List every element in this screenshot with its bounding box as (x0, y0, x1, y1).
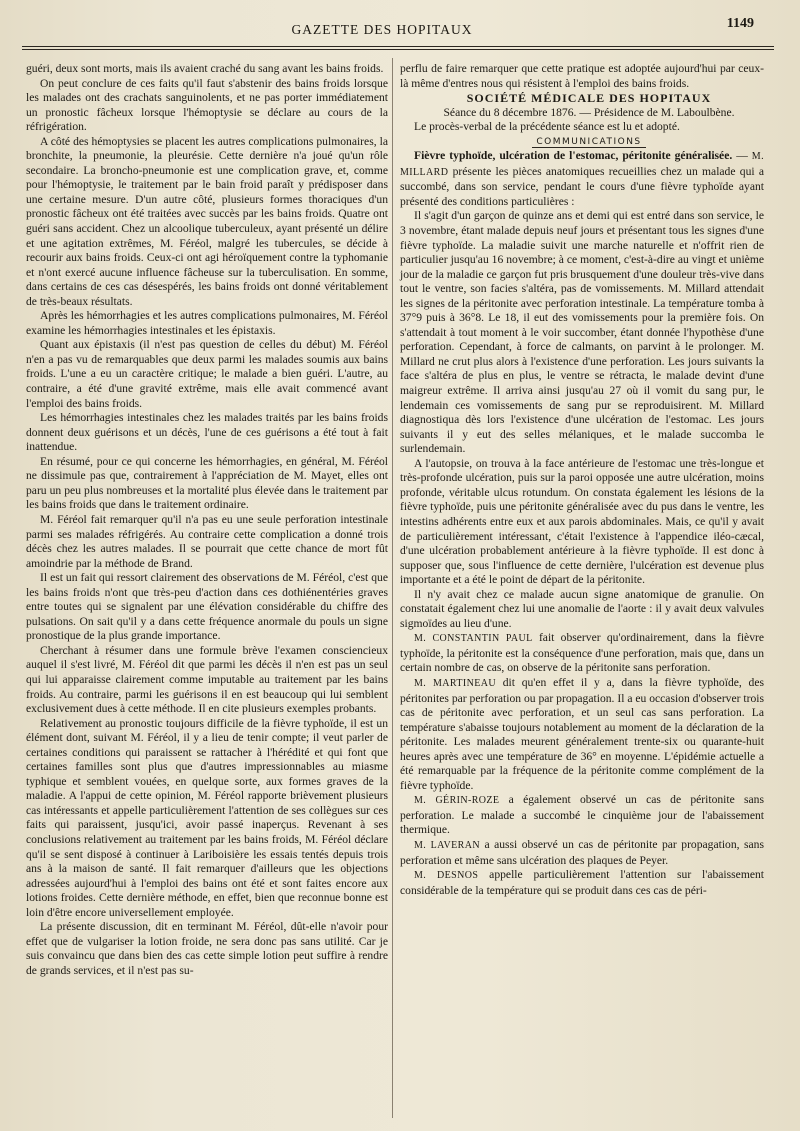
section-heading (400, 135, 764, 150)
lead-text: présente les pièces anatomiques recueillies chez un malade qui a succombé, dans son service, pendant le cours d'une fièvre typhoïde ayant présenté des conditions particulières : (400, 164, 764, 208)
discussion-paragraph (400, 868, 764, 898)
paragraph: A l'autopsie, on trouva à la face antérieure de l'estomac une très-longue et très-profonde ulcération, puis sur la paroi opposée une autre ulcération, moins profonde, véritable ulcus rotundum. On constata également les lésions de la fièvre typhoïde, puis une péritonite généralisée avec du pus dans le ventre, les intestins adhérents entre eux et aux parois abdominales. Mais, ce qu'il y avait de particulièrement intéressant, c'était l'existence à l'appendice iléo-cæcal, d'une ulcération probablement antérieure à la fièvre typhoïde. Il est donc à supposer que, sous l'influence de cette dernière, l'ulcération est devenue plus importante et a été le point de départ de la péritonite. (400, 456, 764, 587)
journal-title: GAZETTE DES HOPITAUX (291, 22, 473, 37)
society-title: SOCIÉTÉ MÉDICALE DES HOPITAUX (466, 91, 712, 106)
discussion-text: a aussi observé un cas de péritonite par propagation, sans perforation et même sans ulcération des plaques de Peyer. (400, 837, 764, 867)
speaker-name: M. MILLARD (400, 151, 764, 178)
discussion-paragraph (400, 838, 764, 868)
right-column (400, 62, 764, 898)
speaker-name: M. CONSTANTIN PAUL (414, 633, 533, 645)
paragraph: M. Féréol fait remarquer qu'il n'a pas eu une seule perforation intestinale parmi ses malades réfrigérés. Au contraire cette complication a donné trois décès chez les autres malades. Il se pourrait que cette chance de mort fût amoindrie par la méthode de Brand. (26, 512, 388, 570)
proces-verbal: Le procès-verbal de la précédente séance est lu et adopté. (414, 120, 680, 134)
left-column (26, 62, 388, 978)
speaker-name: M. GÉRIN-ROZE (414, 795, 500, 807)
speaker-name: M. MARTINEAU (414, 677, 496, 689)
discussion-text: dit qu'en effet il y a, dans la fièvre typhoïde, des péritonites par perforation ou par propagation. Il a eu occasion d'observer trois cas de péritonite avec perforation, et un seul cas sans perforation. La température s'abaisse toujours notablement au moment de la déclaration de la péritonite. Les malades meurent généralement trente-six ou quarante-huit heures après avec une température de 36° en moyenne. L'épidémie actuelle a été remarquable par la fréquence de la péritonite comme complément de la fièvre typhoïde. (400, 675, 764, 792)
page-number: 1149 (726, 16, 754, 31)
paragraph: guéri, deux sont morts, mais ils avaient craché du sang avant les bains froids. (26, 62, 384, 75)
paragraph: A côté des hémoptysies se placent les autres complications pulmonaires, la bronchite, la pneumonie, la pleurésie. Cette dernière n'a joué qu'un rôle secondaire. La broncho-pneumonie est une complication grave, et, comme pour l'hémoptysie, le traitement par le bain froid paraît y prédisposer dans une certaine mesure. D'un autre côté, plusieurs formes thoraciques d'un pronostic fâcheux ont été traitées avec succès par les bains froids. Quatre ont guéri sans accident. Chez un alcoolique tuberculeux, ayant présenté un délire et une agitation extrêmes, M. Féréol, malgré les tubercules, se décide à recourir aux bains froids. Ceux-ci ont agi héroïquement contre la typhomanie et n'ont exercé aucune influence fâcheuse sur la tuberculisation. En somme, dans certains de ces cas désespérés, les bains froids ont donné véritablement de très-beaux résultats. (26, 134, 388, 308)
section-title: COMMUNICATIONS (532, 137, 645, 148)
paragraph: Les hémorrhagies intestinales chez les malades traités par les bains froids donnent deux guérisons et un décès, l'une de ces guérisons a été tout à fait inattendue. (26, 411, 388, 454)
paragraph: Cherchant à résumer dans une formule brève l'examen consciencieux auquel il s'est livré, M. Féréol dit que parmi les décès il n'en est pas un seul qui lui apparaisse clairement comme imputable au traitement par les bains froids. Au contraire, parmi les guérisons il en est beaucoup qui lui semblent exclusivement dues à cette méthode. Il en cite plusieurs exemples probants. (26, 643, 388, 716)
column-divider (392, 58, 393, 1118)
paragraph: Il s'agit d'un garçon de quinze ans et demi qui est entré dans son service, le 3 novembre, étant malade depuis neuf jours et présentant tous les signes d'une fièvre typhoïde. La maladie suivit une marche naturelle et n'offrit rien de particulier jusqu'au 16 novembre; à ce moment, c'est-à-dire au vingt et unième jour de la maladie ce garçon fut pris brusquement d'une douleur très-vive dans tout le ventre, son facies s'altéra, pas de vomissements. M. Millard attendait les signes de la péritonite avec perforation intestinale. La température tomba à 37°9 puis à 36°8. Le 18, il eut des vomissements pour la première fois. On s'attendait à tout moment à le voir succomber, étant donnée l'hypothèse d'une perforation. Cependant, à force de calmants, on parvint à le prolonger. M. Millard ne crut plus alors à l'existence d'une perforation. Les jours suivants la face s'altéra de plus en plus, le ventre se rétracta, le malade devint d'une maigreur extrême. Il arriva ainsi jusqu'au 27 où il vomit du sang pur, le lendemain ces vomissements de sang pur se reproduisirent. M. Millard diagnostiqua dès lors l'existence d'une ulcération de l'estomac. Les jours suivants il y eut des selles mélaniques, et le malade succomba le surlendemain. (400, 209, 764, 456)
paragraph: Après les hémorrhagies et les autres complications pulmonaires, M. Féréol examine les hémorrhagies intestinales et les épistaxis. (26, 309, 388, 337)
paragraph: Quant aux épistaxis (il n'est pas question de celles du début) M. Féréol n'en a pas vu de remarquables que deux parmi les malades soumis aux bains froids. L'une a eu un caractère critique; le malade a bien guéri. L'autre, au contraire, a été d'une gravité extrême, mais elle avait commencé avant l'emploi des bains froids. (26, 338, 388, 410)
discussion-paragraph (400, 676, 764, 793)
discussion-text: a également observé un cas de péritonite sans perforation. Le malade a succombé le cinquième jour de l'abaissement thermique. (400, 793, 764, 837)
seance-line: Séance du 8 décembre 1876. — Présidence de M. Laboulbène. (443, 105, 735, 119)
running-head (22, 14, 754, 44)
paragraph: La présente discussion, dit en terminant M. Féréol, dût-elle n'avoir pour effet que de vulgariser la lotion froide, ne sera donc pas sans utilité. Car je suis convaincu que dans bien des cas cette simple lotion peut suffire à rendre de grands services, et il n'est pas su- (26, 920, 388, 977)
discussion-text: appelle particulièrement l'attention sur l'abaissement considérable de la température qui se produit dans ces cas de péri- (400, 868, 765, 897)
paragraph: On peut conclure de ces faits qu'il faut s'abstenir des bains froids lorsque les malades ont des crachats sanguinolents, et ne pas porter immédiatement un pronostic fâcheux lorsque l'hémoptysie se déclare au cours de la réfrigération. (26, 76, 388, 134)
paragraph: En résumé, pour ce qui concerne les hémorrhagies, en général, M. Féréol ne dissimule pas que, contrairement à l'appréciation de M. Mayet, elles ont paru un peu plus nombreuses et la mortalité plus élevée dans le traitement par les bains froids que dans le traitement ordinaire. (26, 454, 388, 512)
lead-paragraph: Fièvre typhoïde, ulcération de l'estomac, péritonite généralisée. — M. MILLARD présente les pièces anatomiques recueillies chez un malade qui a succombé, dans son service, pendant le cours d'une fièvre typhoïde ayant présenté des conditions particulières : (400, 149, 764, 208)
discussion-paragraph (400, 631, 764, 676)
paragraph: Il n'y avait chez ce malade aucun signe anatomique de granulie. On constatait également chez lui une anomalie de l'aorte : il y avait deux valvules sigmoïdes au lieu d'une. (400, 587, 764, 630)
speaker-name: M. DESNOS (414, 870, 479, 882)
discussion-paragraph (400, 793, 764, 838)
header-rule (22, 46, 774, 50)
discussion-text: fait observer qu'ordinairement, dans la fièvre typhoïde, la péritonite est la conséquence d'une perforation, mais que, dans un certain nombre de cas, on observe de la péritonite sans perforation. (400, 631, 765, 675)
paragraph: Il est un fait qui ressort clairement des observations de M. Féréol, c'est que les bains froids n'ont que très-peu d'action dans ces dothiénentéries graves entre toutes qui se signalent par une élévation considérable du chiffre des pulsations. On sait qu'il y a dans cette fréquence anormale du pouls un signe pronostique de la plus grande importance. (26, 571, 388, 643)
paragraph: Relativement au pronostic toujours difficile de la fièvre typhoïde, il est un élément dont, suivant M. Féréol, il y a lieu de tenir compte; il veut parler de certaines conditions qui paraissent se rattacher à l'hérédité et qui font que certaines familles sont plus que d'autres impressionnables au miasme typhique et semblent vouées, en quelque sorte, aux formes graves de la maladie. A l'appui de cette opinion, M. Féréol rapporte brièvement plusieurs cas intéressants et appelle particulièrement l'attention de ses collègues sur ces faits qui paraissent, jusqu'ici, avoir passé inaperçus. Revenant à ses conclusions relativement au traitement par les bains froids, M. Féréol déclare qu'il se sent disposé à continuer à Lariboisière les essais tentés depuis trois ans à la maison de santé. Il fait remarquer d'ailleurs que les objections adressées aujourd'hui à l'emploi des bains ont été et sont faites encore aux lotions froides. Cette dernière méthode, en effet, bien que reconnue bonne est loin d'être encore universellement employée. (26, 716, 388, 919)
speaker-name: M. LAVERAN (414, 839, 480, 851)
paragraph: perflu de faire remarquer que cette pratique est adoptée aujourd'hui par ceux-là même d'entres nous qui résistent à l'emploi des bains froids. (400, 62, 764, 90)
lead-title: Fièvre typhoïde, ulcération de l'estomac, péritonite généralisée. (414, 149, 733, 163)
